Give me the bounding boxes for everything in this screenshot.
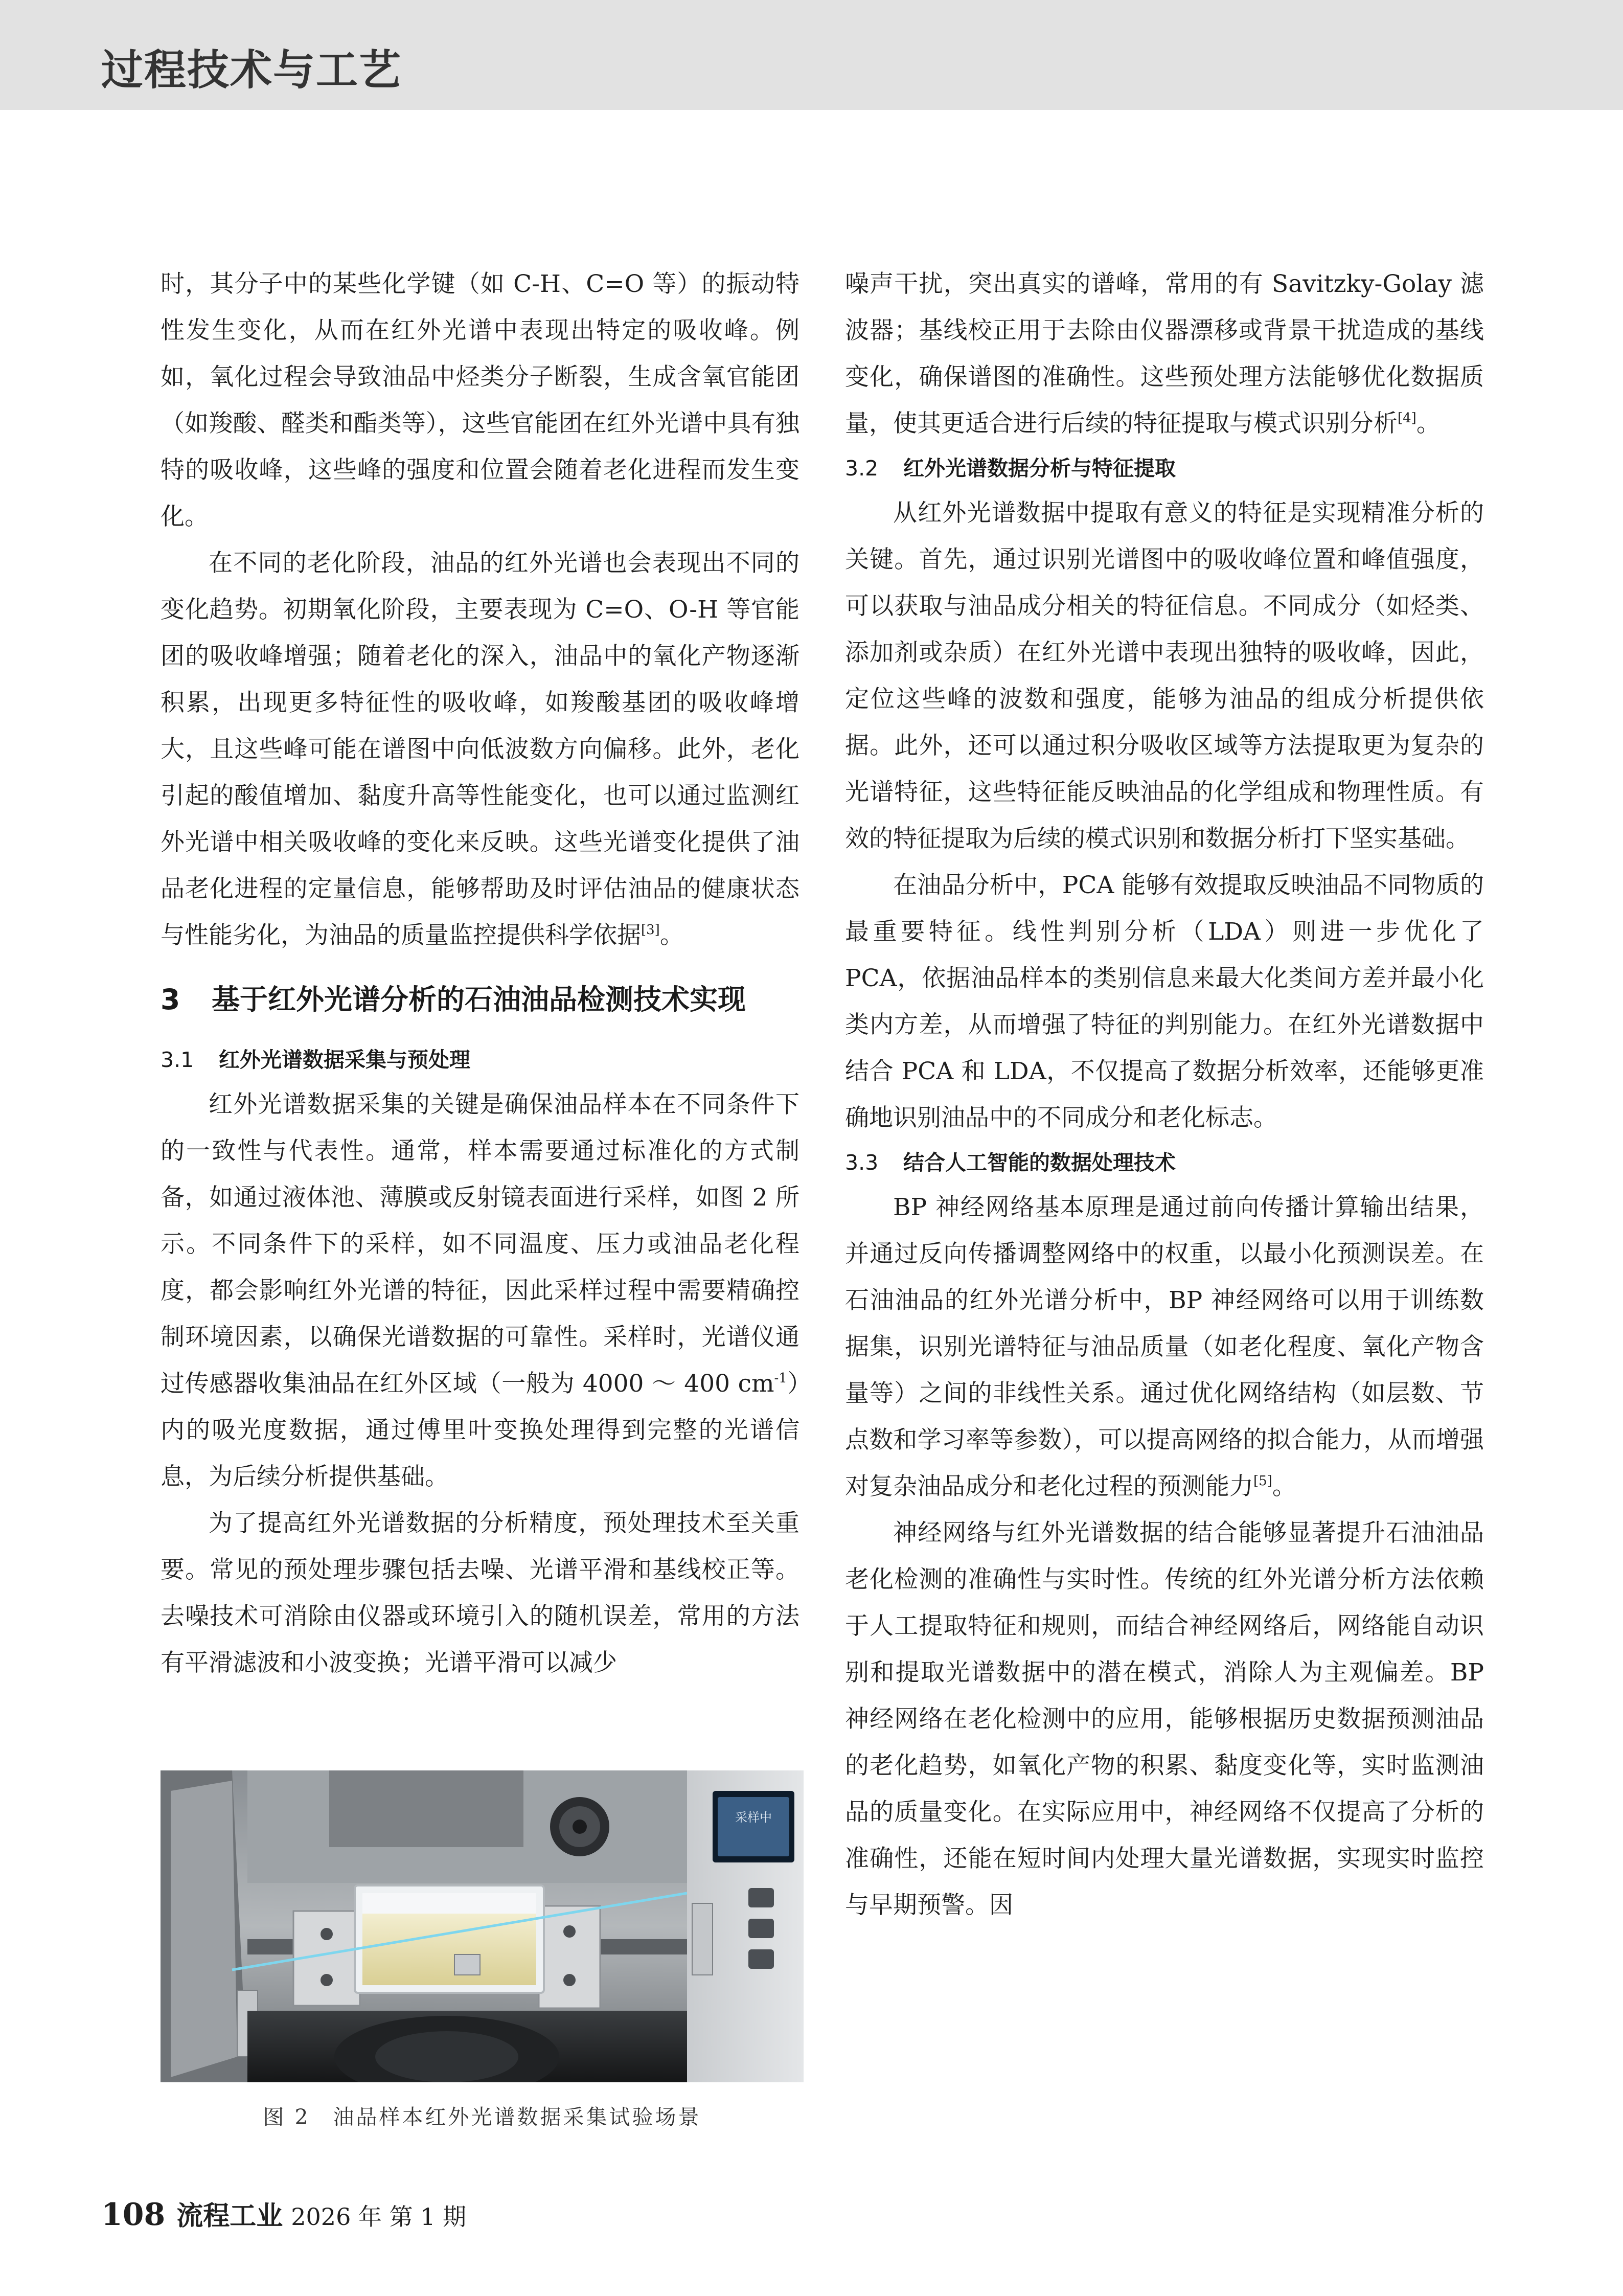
subsection-number: 3.3 — [845, 1150, 879, 1175]
subsection-number: 3.1 — [161, 1048, 194, 1072]
subsection-number: 3.2 — [845, 456, 879, 481]
paragraph-end: 。 — [1416, 410, 1441, 438]
citation-ref: [5] — [1253, 1473, 1272, 1489]
paragraph — [845, 1184, 1484, 1510]
right-column — [845, 261, 1484, 1928]
paragraph — [845, 490, 1484, 862]
section-header-title: 过程技术与工艺 — [101, 46, 402, 95]
paragraph-text: 噪声干扰，突出真实的谱峰，常用的有 Savitzky-Golay 滤波器；基线校正用于去除由仪器漂移或背景干扰造成的基线变化，确保谱图的准确性。这些预处理方法能够优化数据质量，使其更适合进行后续的特征提取与模式识别分析 — [845, 270, 1484, 438]
paragraph-text: 红外光谱数据采集的关键是确保油品样本在不同条件下的一致性与代表性。通常，样本需要通过标准化的方式制备，如通过液体池、薄膜或反射镜表面进行采样，如图 2 所示。不同条件下的采样，如不同温度、压力或油品老化程度，都会影响红外光谱的特征，因此采样过程中需要精确控制环境因素，以确保光谱数据的可靠性。采样时，光谱仪通过传感器收集油品在红外区域（一般为 4000 ～ 400 cm — [161, 1090, 799, 1398]
subsection-heading — [161, 1038, 799, 1081]
subsection-title: 红外光谱数据采集与预处理 — [219, 1048, 470, 1072]
page-footer — [101, 2194, 466, 2233]
citation-ref: [4] — [1398, 411, 1416, 426]
paragraph-end: 。 — [659, 921, 684, 949]
figure-caption: 图 2 油品样本红外光谱数据采集试验场景 — [263, 2105, 701, 2129]
paragraph — [845, 1510, 1484, 1928]
citation-ref: [3] — [641, 922, 660, 938]
paragraph-text: 在油品分析中，PCA 能够有效提取反映油品不同物质的最重要特征。线性判别分析（LDA）则进一步优化了 PCA，依据油品样本的类别信息来最大化类间方差并最小化类内方差，从而增强了特征的判别能力。在红外光谱数据中结合 PCA 和 LDA，不仅提高了数据分析效率，还能够更准确地识别油品中的不同成分和老化标志。 — [845, 871, 1484, 1132]
subsection-heading — [845, 1141, 1484, 1184]
subsection-heading — [845, 447, 1484, 490]
subsection-title: 红外光谱数据分析与特征提取 — [903, 456, 1176, 481]
paragraph — [845, 261, 1484, 447]
paragraph — [161, 1500, 799, 1686]
journal-name: 流程工业 — [176, 2200, 283, 2232]
paragraph — [161, 1081, 799, 1500]
section-number: 3 — [161, 983, 180, 1016]
figure-photo — [161, 1770, 804, 2082]
spectrometer-sample-cell-illustration — [161, 1770, 804, 2082]
paragraph — [845, 862, 1484, 1141]
paragraph-text: BP 神经网络基本原理是通过前向传播计算输出结果，并通过反向传播调整网络中的权重，以最小化预测误差。在石油油品的红外光谱分析中，BP 神经网络可以用于训练数据集，识别光谱特征与油品质量（如老化程度、氧化产物含量等）之间的非线性关系。通过优化网络结构（如层数、节点数和学习率等参数），可以提高网络的拟合能力，从而增强对复杂油品成分和老化过程的预测能力 — [845, 1193, 1484, 1501]
paragraph-text: 时，其分子中的某些化学键（如 C-H、C=O 等）的振动特性发生变化，从而在红外光谱中表现出特定的吸收峰。例如，氧化过程会导致油品中烃类分子断裂，生成含氧官能团（如羧酸、醛类和酯类等），这些官能团在红外光谱中具有独特的吸收峰，这些峰的强度和位置会随着老化进程而发生变化。 — [161, 270, 799, 531]
unit-superscript: -1 — [774, 1371, 787, 1386]
page-number: 108 — [101, 2197, 166, 2233]
paragraph-text: ）内的吸光度数据，通过傅里叶变换处理得到完整的光谱信息，为后续分析提供基础。 — [161, 1370, 800, 1491]
paragraph — [161, 540, 799, 959]
paragraph-text: 神经网络与红外光谱数据的结合能够显著提升石油油品老化检测的准确性与实时性。传统的红外光谱分析方法依赖于人工提取特征和规则，而结合神经网络后，网络能自动识别和提取光谱数据中的潜在模式，消除人为主观偏差。BP 神经网络在老化检测中的应用，能够根据历史数据预测油品的老化趋势，如氧化产物的积累、黏度变化等，实时监测油品的质量变化。在实际应用中，神经网络不仅提高了分析的准确性，还能在短时间内处理大量光谱数据，实现实时监控与早期预警。因 — [845, 1519, 1484, 1919]
header-bar — [0, 0, 1623, 110]
subsection-title: 结合人工智能的数据处理技术 — [903, 1150, 1176, 1175]
paragraph-text: 从红外光谱数据中提取有意义的特征是实现精准分析的关键。首先，通过识别光谱图中的吸收峰位置和峰值强度，可以获取与油品成分相关的特征信息。不同成分（如烃类、添加剂或杂质）在红外光谱中表现出独特的吸收峰，因此，定位这些峰的波数和强度，能够为油品的组成分析提供依据。此外，还可以通过积分吸收区域等方法提取更为复杂的光谱特征，这些特征能反映油品的化学组成和物理性质。有效的特征提取为后续的模式识别和数据分析打下坚实基础。 — [845, 499, 1484, 853]
paragraph-end: 。 — [1272, 1472, 1296, 1501]
paragraph-text: 在不同的老化阶段，油品的红外光谱也会表现出不同的变化趋势。初期氧化阶段，主要表现为 C=O、O-H 等官能团的吸收峰增强；随着老化的深入，油品中的氧化产物逐渐积累，出现更多特征性的吸收峰，如羧酸基团的吸收峰增大，且这些峰可能在谱图中向低波数方向偏移。此外，老化引起的酸值增加、黏度升高等性能变化，也可以通过监测红外光谱中相关吸收峰的变化来反映。这些光谱变化提供了油品老化进程的定量信息，能够帮助及时评估油品的健康状态与性能劣化，为油品的质量监控提供科学依据 — [161, 549, 799, 949]
section-title: 基于红外光谱分析的石油油品检测技术实现 — [212, 983, 746, 1016]
section-heading — [161, 983, 799, 1016]
issue-info: 2026 年 第 1 期 — [291, 2203, 467, 2231]
instrument-screen-text: 采样中 — [735, 1810, 772, 1825]
paragraph-text: 为了提高红外光谱数据的分析精度，预处理技术至关重要。常见的预处理步骤包括去噪、光谱平滑和基线校正等。去噪技术可消除由仪器或环境引入的随机误差，常用的方法有平滑滤波和小波变换；光谱平滑可以减少 — [161, 1509, 799, 1677]
left-column — [161, 261, 799, 1686]
paragraph — [161, 261, 799, 540]
